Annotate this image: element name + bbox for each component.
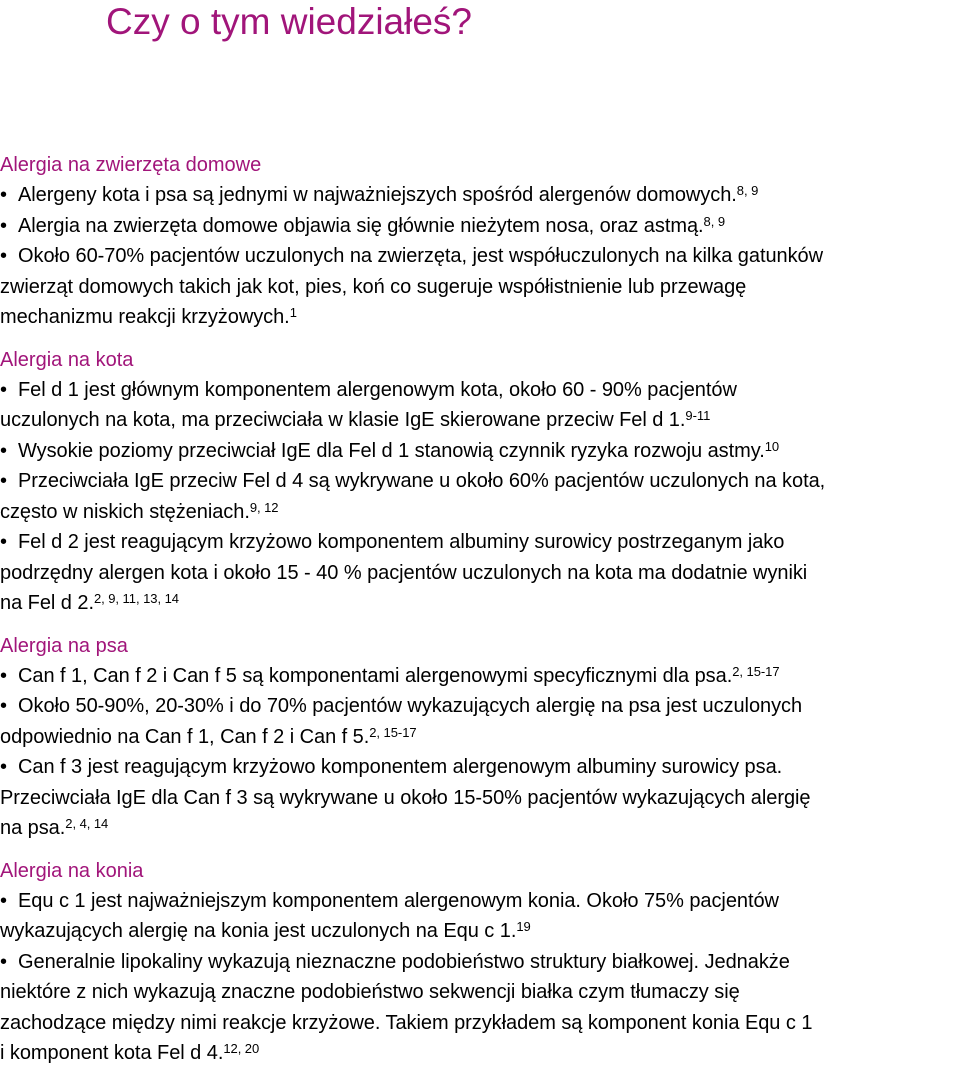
list-item [0, 947, 960, 1069]
line-text: zachodzące między nimi reakcje krzyżowe. Takiem przykładem są komponent konia Equ c 1 [0, 1011, 813, 1034]
bullet-icon [0, 886, 18, 917]
reference-superscript: 2, 15-17 [732, 663, 780, 679]
reference-superscript: 8, 9 [736, 183, 759, 198]
section [0, 856, 960, 1069]
line-text: Can f 1, Can f 2 i Can f 5 są komponentami alergenowymi specyficznymi dla psa. [18, 664, 733, 687]
line-text: mechanizmu reakcji krzyżowych. [0, 306, 290, 328]
reference-superscript: 19 [516, 919, 531, 934]
text-line [0, 1008, 960, 1039]
bullet-list [0, 180, 960, 333]
reference-superscript: 9-11 [685, 408, 711, 423]
bullet-icon [0, 180, 18, 211]
text-line [0, 886, 960, 917]
list-item [0, 466, 960, 527]
line-text: Około 50-90%, 20-30% i do 70% pacjentów wykazujących alergię na psa jest uczulonych [18, 695, 803, 717]
line-text: podrzędny alergen kota i około 15 - 40 % pacjentów uczulonych na kota ma dodatnie wyniki [0, 561, 808, 584]
text-line [0, 405, 960, 436]
line-text: i komponent kota Fel d 4. [0, 1042, 224, 1064]
line-text: często w niskich stężeniach. [0, 500, 250, 523]
line-text: Generalnie lipokaliny wykazują nieznaczne podobieństwo struktury białkowej. Jednakże [18, 950, 790, 973]
line-text: na psa. [0, 817, 66, 839]
text-line [0, 1038, 960, 1069]
bullet-icon [0, 661, 18, 692]
text-line [0, 722, 960, 753]
section [0, 150, 960, 333]
bullet-icon [0, 527, 18, 558]
section-heading: Alergia na zwierzęta domowe [0, 154, 262, 176]
text-line [0, 527, 960, 558]
text-line [0, 436, 960, 467]
line-text: Fel d 1 jest głównym komponentem alergenowym kota, około 60 - 90% pacjentów [18, 378, 737, 401]
line-text: wykazujących alergię na konia jest uczulonych na Equ c 1. [0, 920, 517, 942]
bullet-list [0, 661, 960, 844]
text-line [0, 211, 960, 242]
section-heading: Alergia na kota [0, 348, 134, 371]
text-line [0, 977, 960, 1008]
reference-superscript: 8, 9 [703, 213, 726, 229]
reference-superscript: 2, 15-17 [369, 724, 417, 740]
list-item [0, 436, 960, 467]
section [0, 345, 960, 619]
text-line [0, 588, 960, 619]
text-line [0, 180, 960, 211]
line-text: Przeciwciała IgE dla Can f 3 są wykrywane u około 15-50% pacjentów wykazujących alergię [0, 786, 811, 809]
bullet-icon [0, 375, 18, 406]
reference-superscript: 9, 12 [249, 499, 279, 515]
bullet-icon [0, 691, 18, 722]
text-line [0, 558, 960, 589]
text-line [0, 466, 960, 497]
page-title: Czy o tym wiedziałeś? [106, 1, 473, 42]
bullet-icon [0, 436, 18, 467]
bullet-list [0, 886, 960, 1069]
text-line [0, 813, 960, 844]
text-line [0, 241, 960, 272]
list-item [0, 752, 960, 844]
section-heading: Alergia na konia [0, 859, 144, 882]
list-item [0, 375, 960, 436]
text-line [0, 497, 960, 528]
bullet-icon [0, 241, 18, 272]
text-line [0, 272, 960, 303]
line-text: Equ c 1 jest najważniejszym komponentem alergenowym konia. Około 75% pacjentów [18, 889, 779, 912]
reference-superscript: 1 [289, 305, 297, 320]
line-text: Alergeny kota i psa są jednymi w najważniejszych spośród alergenów domowych. [18, 184, 737, 206]
line-text: Fel d 2 jest reagującym krzyżowo komponentem albuminy surowicy postrzeganym jako [18, 531, 785, 553]
line-text: Alergia na zwierzęta domowe objawia się głównie nieżytem nosa, oraz astmą. [18, 214, 704, 237]
text-line [0, 752, 960, 783]
list-item [0, 527, 960, 619]
reference-superscript: 12, 20 [223, 1041, 260, 1056]
text-line [0, 302, 960, 333]
section-heading: Alergia na psa [0, 634, 128, 657]
line-text: zwierząt domowych takich jak kot, pies, koń co sugeruje współistnienie lub przewagę [0, 275, 747, 298]
list-item [0, 241, 960, 333]
text-line [0, 375, 960, 406]
line-text: Około 60-70% pacjentów uczulonych na zwierzęta, jest współuczulonych na kilka gatunków [18, 245, 824, 267]
text-line [0, 947, 960, 978]
section [0, 631, 960, 844]
bullet-icon [0, 466, 18, 497]
list-item [0, 886, 960, 947]
bullet-icon [0, 947, 18, 978]
bullet-icon [0, 211, 18, 242]
document-body [0, 150, 960, 1081]
text-line [0, 783, 960, 814]
line-text: odpowiednio na Can f 1, Can f 2 i Can f 5. [0, 725, 370, 748]
list-item [0, 661, 960, 692]
list-item [0, 180, 960, 211]
bullet-icon [0, 752, 18, 783]
list-item [0, 211, 960, 242]
line-text: Can f 3 jest reagującym krzyżowo komponentem alergenowym albuminy surowicy psa. [18, 756, 783, 778]
line-text: uczulonych na kota, ma przeciwciała w klasie IgE skierowane przeciw Fel d 1. [0, 409, 686, 431]
line-text: na Fel d 2. [0, 592, 94, 614]
line-text: Wysokie poziomy przeciwciał IgE dla Fel d 1 stanowią czynnik ryzyka rozwoju astmy. [18, 439, 765, 462]
reference-superscript: 2, 9, 11, 13, 14 [93, 591, 179, 606]
text-line [0, 916, 960, 947]
line-text: niektóre z nich wykazują znaczne podobieństwo sekwencji białka czym tłumaczy się [0, 981, 740, 1003]
reference-superscript: 10 [764, 438, 780, 454]
text-line [0, 691, 960, 722]
bullet-list [0, 375, 960, 619]
line-text: Przeciwciała IgE przeciw Fel d 4 są wykrywane u około 60% pacjentów uczulonych na kota, [18, 470, 826, 492]
text-line [0, 661, 960, 692]
reference-superscript: 2, 4, 14 [65, 816, 109, 831]
list-item [0, 691, 960, 752]
